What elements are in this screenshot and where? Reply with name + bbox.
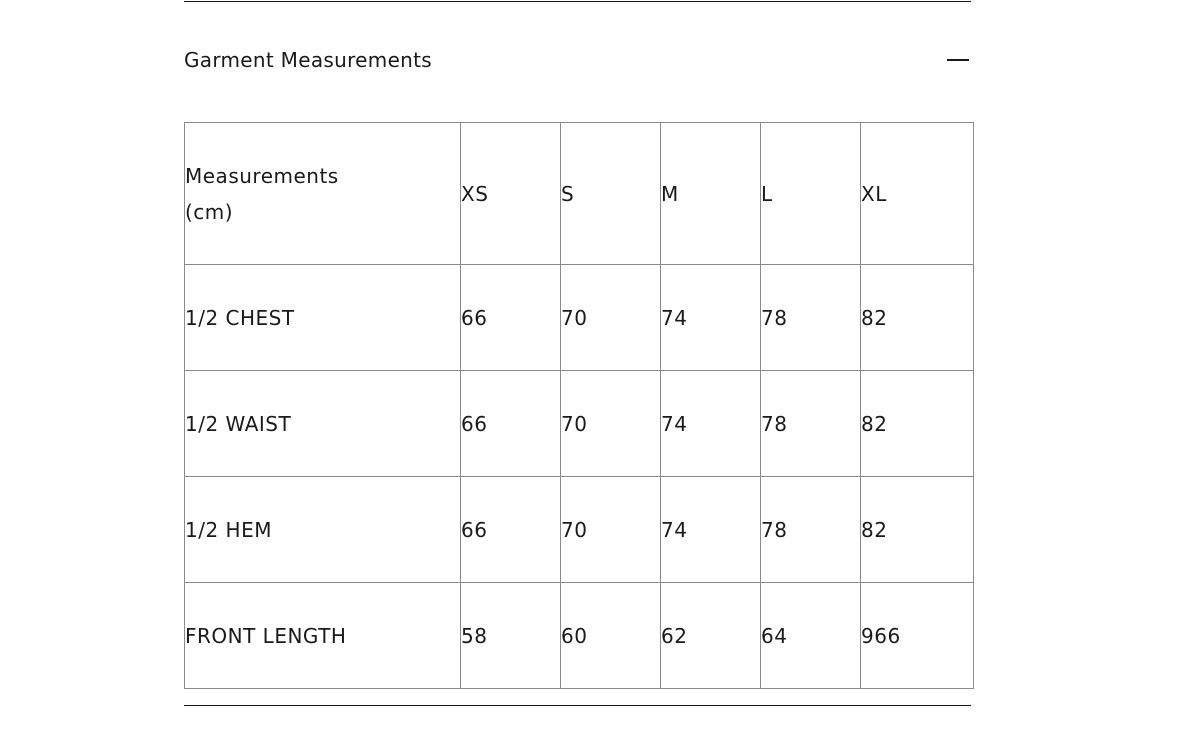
table-cell: 66 [461,265,561,371]
row-label: 1/2 HEM [185,477,461,583]
table-cell: 70 [561,371,661,477]
table-cell: 78 [761,265,861,371]
size-header-xs: XS [461,123,561,265]
row-label: 1/2 WAIST [185,371,461,477]
table-cell: 78 [761,371,861,477]
table-cell: 78 [761,477,861,583]
table-cell: 70 [561,477,661,583]
row-label: FRONT LENGTH [185,583,461,689]
table-cell: 74 [661,371,761,477]
table-cell: 82 [861,477,974,583]
table-cell: 64 [761,583,861,689]
table-cell: 74 [661,265,761,371]
table-cell: 66 [461,371,561,477]
table-cell: 966 [861,583,974,689]
size-chart-table [184,122,974,689]
size-header-s: S [561,123,661,265]
table-row [185,477,974,583]
table-cell: 70 [561,265,661,371]
table-cell: 82 [861,371,974,477]
measurements-header [185,123,461,265]
table-cell: 60 [561,583,661,689]
minus-icon[interactable] [947,50,969,70]
table-header-row [185,123,974,265]
table-cell: 58 [461,583,561,689]
measurements-header-unit: (cm) [185,199,234,224]
garment-measurements-toggle[interactable] [184,40,971,80]
size-header-l: L [761,123,861,265]
table-cell: 82 [861,265,974,371]
top-divider [184,1,971,2]
table-cell: 62 [661,583,761,689]
table-row [185,583,974,689]
size-header-xl: XL [861,123,974,265]
table-cell: 66 [461,477,561,583]
table-cell: 74 [661,477,761,583]
section-title: Garment Measurements [184,48,433,72]
row-label: 1/2 CHEST [185,265,461,371]
table-row [185,371,974,477]
bottom-divider [184,705,971,706]
table-row [185,265,974,371]
measurements-header-label: Measurements [185,163,339,188]
size-header-m: M [661,123,761,265]
